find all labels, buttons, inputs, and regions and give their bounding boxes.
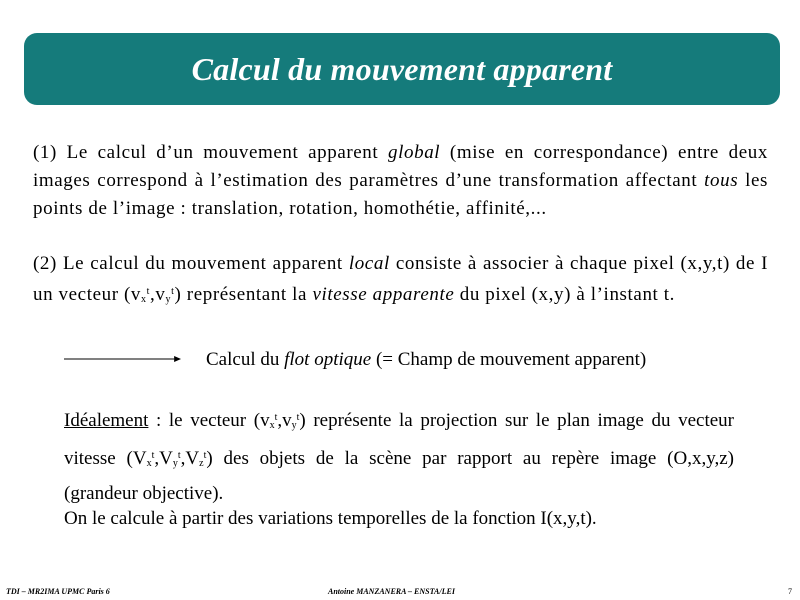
paragraph-global-motion [33,139,768,223]
subscript-y: y [172,458,178,469]
text-segment: (mise en correspondance) entre deux images correspond à l’estimation des paramètres d’une transformation affectant [33,142,768,191]
right-arrow-icon [64,355,182,363]
text-segment: les points de l’image : translation, rotation, homothétie, affinité,... [33,170,768,219]
superscript-t: t [177,450,181,461]
superscript-t: t [146,286,151,297]
emphasis-tous: tous [704,170,739,191]
text-segment: (2) Le calcul du mouvement apparent [33,253,349,274]
slide-title: Calcul du mouvement apparent [191,50,613,87]
optical-flow-line [206,347,646,373]
text-segment: : le vecteur (v [148,410,270,431]
subscript-x: x [141,294,147,305]
text-segment: ,v [277,410,292,431]
emphasis-global: global [388,142,441,163]
text-segment: (1) Le calcul d’un mouvement apparent [33,142,389,163]
title-banner [24,33,780,105]
paragraph-ideal [64,403,734,509]
emphasis-vitesse-apparente: vitesse apparente [312,284,455,305]
footer-author: Antoine MANZANERA – ENSTA/LEI [328,587,455,596]
text-segment: ,V [154,448,173,469]
text-segment: ) représentant la [174,284,313,305]
text-segment: Calcul du [206,349,285,370]
subscript-y: y [165,294,172,305]
text-segment: (= Champ de mouvement apparent) [371,349,647,370]
underlined-idealement: Idéalement [64,410,149,431]
subscript-x: x [146,458,152,469]
text-segment: ,v [150,284,166,305]
subscript-y: y [291,420,297,431]
superscript-t: t [151,450,155,461]
emphasis-local: local [348,253,390,274]
superscript-t: t [203,450,207,461]
text-segment: ) des objets de la scène par rapport au repère image (O,x,y,z) (grandeur objective). [64,448,735,504]
text-segment: ) représente la projection sur le plan image du vecteur vitesse (V [64,410,734,469]
subscript-z: z [199,458,204,469]
subscript-x: x [269,420,275,431]
text-segment: du pixel (x,y) à l’instant t. [454,284,676,305]
page-number: 7 [788,587,792,596]
paragraph-local-motion [33,250,768,314]
text-segment: ,V [180,448,200,469]
emphasis-flot-optique: flot optique [284,349,372,370]
superscript-t: t [274,412,278,423]
footer-course: TDI – MR2IMA UPMC Paris 6 [6,587,110,596]
superscript-t: t [296,412,300,423]
text-segment: consiste à associer à chaque pixel (x,y,t) de I un vecteur (v [33,253,768,305]
paragraph-computation: On le calcule à partir des variations temporelles de la fonction I(x,y,t). [64,508,597,529]
superscript-t: t [171,286,175,297]
